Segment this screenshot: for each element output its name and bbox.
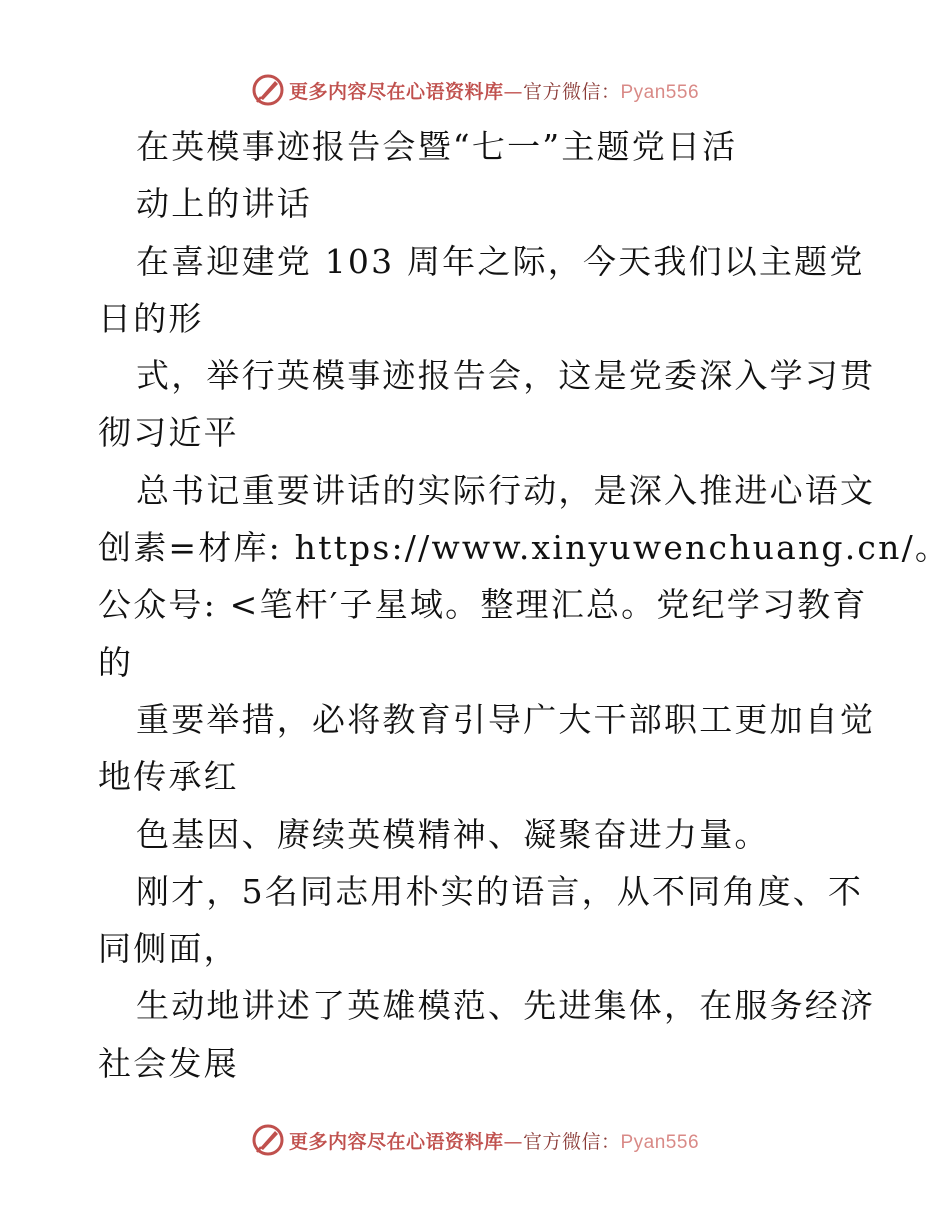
header-wechat-label: 官方微信： bbox=[522, 80, 621, 103]
paragraph-line: 总书记重要讲话的实际行动，是深入推进心语文 bbox=[136, 470, 876, 510]
header-wechat-id: Pyan556 bbox=[620, 81, 700, 103]
paragraph-line: 地传承红 bbox=[98, 757, 239, 797]
footer-banner-text bbox=[289, 1127, 699, 1154]
paragraph-line: 重要举措，必将教育引导广大干部职工更加自觉 bbox=[136, 699, 876, 739]
paragraph-line: 社会发展 bbox=[98, 1043, 239, 1083]
paragraph-line: 公众号: <笔杆′子星域。整理汇总。党纪学习教育 bbox=[98, 585, 868, 625]
paragraph-line: 的 bbox=[98, 642, 134, 682]
header-banner-title: 更多内容尽在心语资料库 bbox=[288, 80, 504, 103]
quill-in-circle-icon bbox=[251, 73, 285, 107]
paragraph-line: 创素=材库: https://www.xinyuwenchuang.cn/。 bbox=[98, 528, 950, 568]
title-line-2: 动上的讲话 bbox=[136, 184, 312, 224]
document-body bbox=[98, 118, 950, 1092]
paragraph-line: 日的形 bbox=[98, 298, 204, 338]
paragraph-line: 彻习近平 bbox=[98, 413, 239, 453]
footer-banner-separator: — bbox=[503, 1130, 523, 1153]
paragraph-line: 同侧面， bbox=[98, 929, 239, 969]
paragraph-line: 色基因、赓续英模精神、凝聚奋进力量。 bbox=[136, 814, 770, 854]
footer-banner-title: 更多内容尽在心语资料库 bbox=[288, 1130, 504, 1153]
header-banner-text bbox=[289, 77, 699, 104]
footer-wechat-id: Pyan556 bbox=[620, 1131, 700, 1153]
footer-banner bbox=[0, 1120, 950, 1160]
paragraph-line: 式，举行英模事迹报告会，这是党委深入学习贯 bbox=[136, 356, 876, 396]
header-banner-separator: — bbox=[503, 80, 523, 103]
paragraph-line: 刚才，5名同志用朴实的语言，从不同角度、不 bbox=[136, 871, 864, 911]
paragraph-line: 生动地讲述了英雄模范、先进集体，在服务经济 bbox=[136, 986, 876, 1026]
header-banner bbox=[0, 70, 950, 110]
footer-wechat-label: 官方微信： bbox=[522, 1130, 621, 1153]
title-line-1: 在英模事迹报告会暨“七一”主题党日活 bbox=[136, 127, 738, 166]
paragraph-line: 在喜迎建党 103 周年之际，今天我们以主题党 bbox=[136, 241, 865, 281]
quill-in-circle-icon bbox=[251, 1123, 285, 1157]
